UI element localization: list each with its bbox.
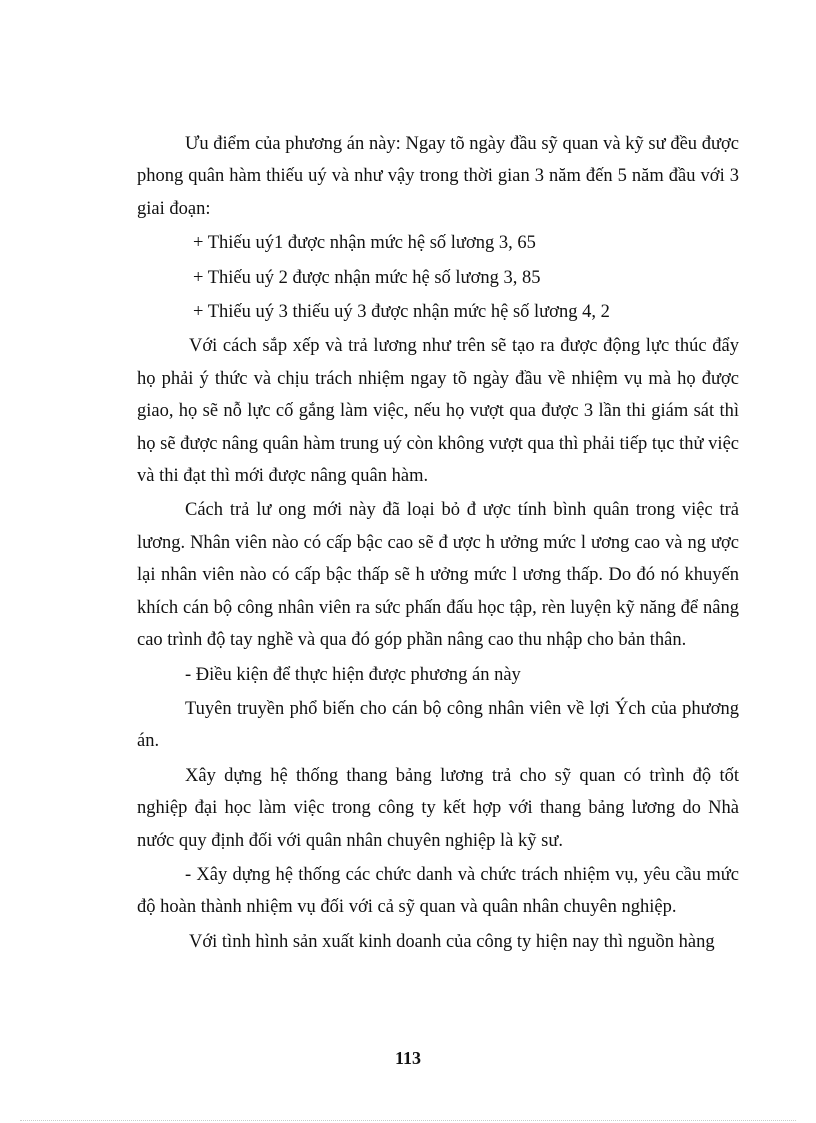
body-text xyxy=(137,128,739,958)
paragraph-salary-scale: Xây dựng hệ thống thang bảng lương trả cho sỹ quan có trình độ tốt nghiệp đại học làm việc trong công ty kết hợp với thang bảng lương do Nhà nước quy định đối với quân nhân chuyên nghiệp là kỹ sư. xyxy=(137,765,739,851)
bottom-divider xyxy=(20,1120,796,1121)
paragraph-business-situation: Với tình hình sản xuất kinh doanh của công ty hiện nay thì nguồn hàng xyxy=(189,931,715,952)
bullet-item-2: + Thiếu uý 2 được nhận mức hệ số lương 3, 85 xyxy=(193,267,541,288)
bullet-item-3: + Thiếu uý 3 thiếu uý 3 được nhận mức hệ số lương 4, 2 xyxy=(193,302,610,323)
paragraph-motivation: Với cách sắp xếp và trả lương như trên sẽ tạo ra được động lực thúc đẩy họ phải ý thức và chịu trách nhiệm ngay tõ ngày đầu về nhiệm vụ mà họ được giao, họ sẽ nỗ lực cố gắng làm việc, nếu họ vượt qua được 3 lần thi giám sát thì họ sẽ được nâng quân hàm trung uý còn không vượt qua thì phải tiếp tục thử việc và thi đạt thì mới được nâng quân hàm. xyxy=(137,336,739,487)
paragraph-job-titles: - Xây dựng hệ thống các chức danh và chức trách nhiệm vụ, yêu cầu mức độ hoàn thành nhiệm vụ đối với cả sỹ quan và quân nhân chuyên nghiệp. xyxy=(137,864,739,918)
bullet-item-1: + Thiếu uý1 được nhận mức hệ số lương 3, 65 xyxy=(193,233,536,254)
paragraph-propaganda: Tuyên truyền phổ biến cho cán bộ công nhân viên về lợi Ých của phương án. xyxy=(137,698,739,752)
paragraph-advantages: Ưu điểm của phương án này: Ngay tõ ngày đầu sỹ quan và kỹ sư đều được phong quân hàm thiếu uý và như vậy trong thời gian 3 năm đến 5 năm đầu với 3 giai đoạn: xyxy=(137,134,739,219)
paragraph-conditions-heading: - Điều kiện để thực hiện được phương án này xyxy=(185,664,521,685)
paragraph-pay-method: Cách trả lư ong mới này đã loại bỏ đ ược tính bình quân trong việc trả lương. Nhân viên nào có cấp bậc cao sẽ đ ược h ưởng mức l ương cao và ng ược lại nhân viên nào có cấp bậc thấp sẽ h ưởng mức l ương thấp. Do đó nó khuyến khích cán bộ công nhân viên ra sức phấn đấu học tập, rèn luyện kỹ năng để nâng cao trình độ tay nghề và qua đó góp phần nâng cao thu nhập cho bản thân. xyxy=(137,500,739,651)
page-number: 113 xyxy=(394,1048,421,1068)
